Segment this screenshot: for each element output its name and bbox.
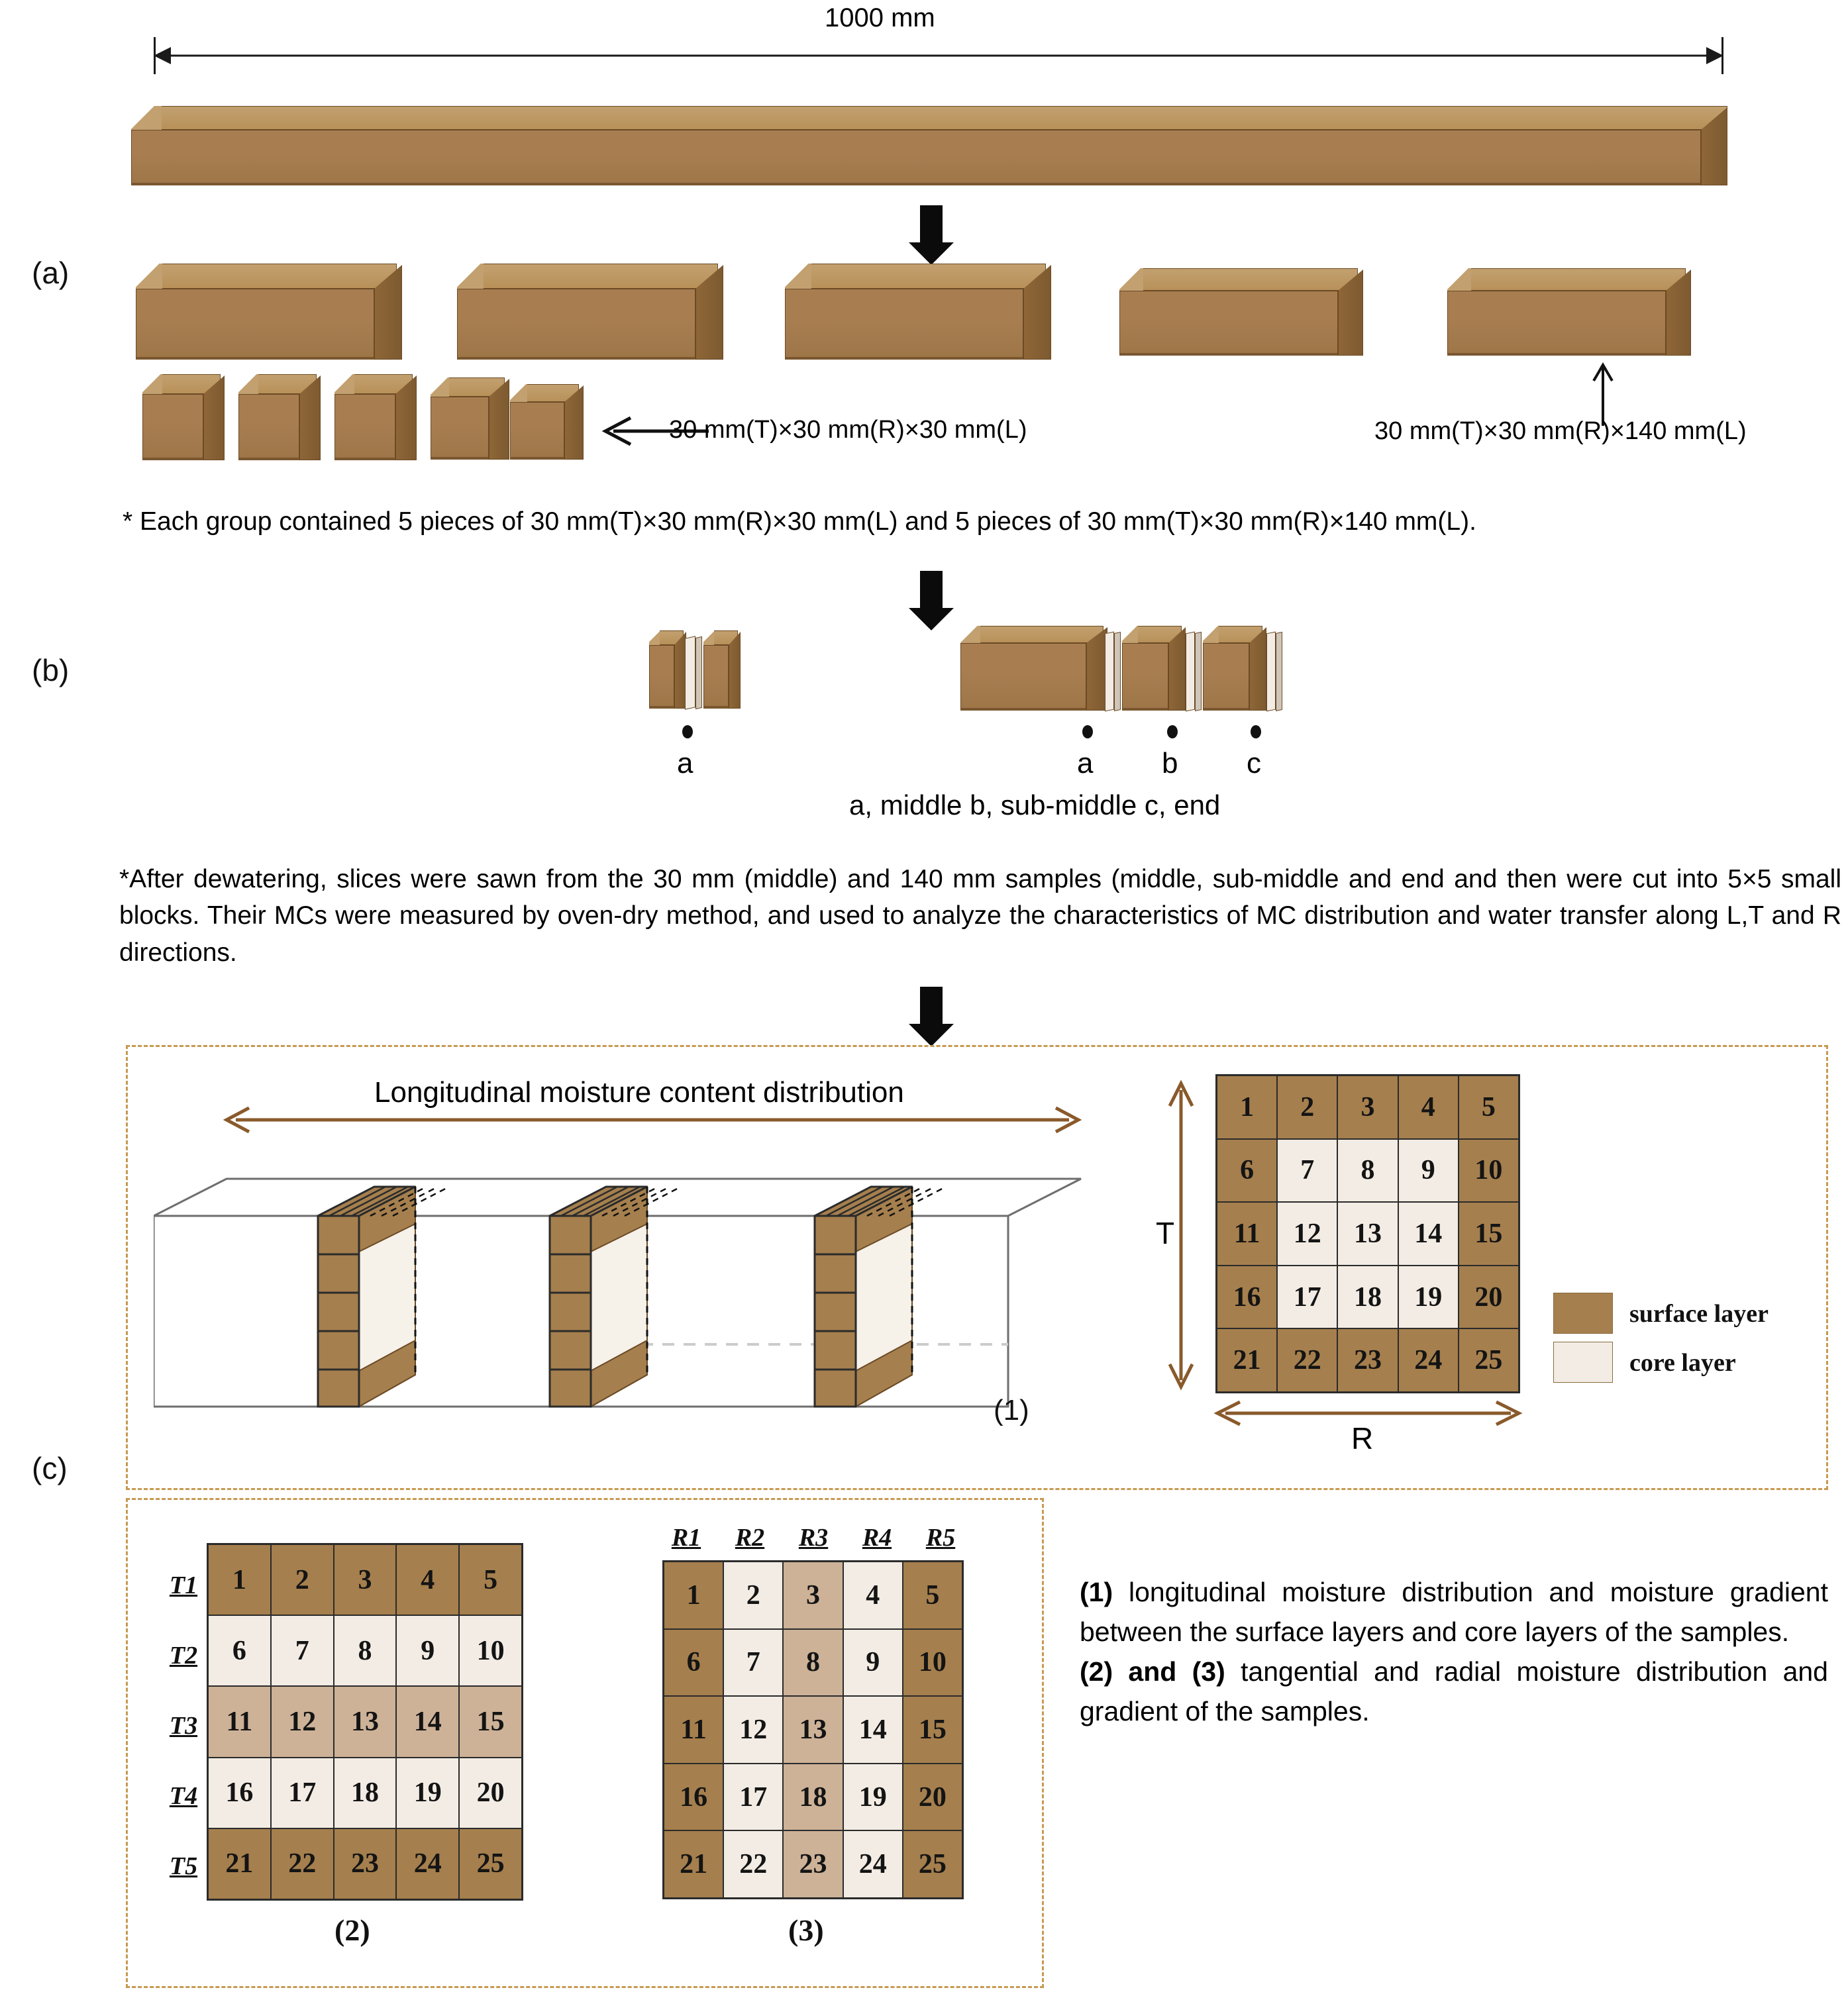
panel-1-cell-6: 6: [1217, 1140, 1276, 1202]
panel-3-cell-18: 18: [784, 1764, 842, 1830]
panel-2-cell-11: 11: [209, 1687, 270, 1756]
panel-1-cell-5: 5: [1459, 1076, 1518, 1138]
panel-1-cell-15: 15: [1459, 1203, 1518, 1265]
panel-2-cell-22: 22: [272, 1829, 333, 1899]
panel-1-cell-12: 12: [1278, 1203, 1337, 1265]
section-b-note: *After dewatering, slices were sawn from the 30 mm (middle) and 140 mm samples (middle, sub-middle and end and then were cut into 5×5 small blocks. Their MCs were measured by oven-dry method, and used to analyze the characteristics of MC distribution and water transfer along L,T and R directions.: [119, 865, 1841, 967]
panel-3-cell-9: 9: [844, 1630, 902, 1696]
panel-2-grid: [207, 1543, 523, 1901]
panel-2-cell-8: 8: [334, 1616, 396, 1685]
legend-label-core-layer: core layer: [1629, 1349, 1736, 1377]
panel-1-cell-14: 14: [1399, 1203, 1458, 1265]
wood-cube-30mm-4: [431, 377, 522, 460]
point-marker-a-short: [682, 725, 693, 738]
panel-3-cell-5: 5: [903, 1562, 962, 1628]
panel-3-cell-23: 23: [784, 1831, 842, 1897]
section-label-b: (b): [32, 653, 70, 687]
wood-cube-30mm-5: [510, 384, 597, 460]
panel-1-grid: [1215, 1074, 1520, 1393]
wood-cube-30mm-1: [142, 374, 235, 460]
panel-1-cell-21: 21: [1217, 1329, 1276, 1391]
panel-3-figure-number: (3): [788, 1913, 824, 1947]
flow-arrow-c: [909, 987, 954, 1048]
panel-2-cell-12: 12: [272, 1687, 333, 1756]
panel-3-col-label-R1: R1: [671, 1524, 701, 1552]
panel-1-cell-18: 18: [1338, 1266, 1397, 1328]
panel-3-cell-24: 24: [844, 1831, 902, 1897]
panel-2-cell-15: 15: [460, 1687, 521, 1756]
panel-1-title: Longitudinal moisture content distribution: [374, 1076, 904, 1109]
panel-3-cell-13: 13: [784, 1697, 842, 1763]
panel-2-cell-19: 19: [397, 1758, 458, 1828]
legend-label-surface-layer: surface layer: [1629, 1300, 1769, 1328]
panel-2-cell-7: 7: [272, 1616, 333, 1685]
point-label-a-long: a: [1077, 747, 1094, 779]
longitudinal-sample-block: [154, 1152, 1088, 1417]
panel-3-cell-7: 7: [724, 1630, 782, 1696]
panel-2-cell-10: 10: [460, 1616, 521, 1685]
section-label-c: (c): [32, 1451, 68, 1485]
panel-1-cell-11: 11: [1217, 1203, 1276, 1265]
panel-2-cell-16: 16: [209, 1758, 270, 1828]
panel-3-cell-1: 1: [664, 1562, 723, 1628]
panel-3-cell-19: 19: [844, 1764, 902, 1830]
panel-1-cell-4: 4: [1399, 1076, 1458, 1138]
panel-2-cell-21: 21: [209, 1829, 270, 1899]
panel-2-row-label-T1: T1: [169, 1572, 198, 1599]
panel-3-cell-21: 21: [664, 1831, 723, 1897]
panel-3-cell-14: 14: [844, 1697, 902, 1763]
panel-3-cell-25: 25: [903, 1831, 962, 1897]
pointer-arrow-140mm: [1583, 360, 1623, 426]
section-label-a: (a): [32, 256, 70, 290]
panel-1-cell-9: 9: [1399, 1140, 1458, 1202]
panel-2-row-label-T4: T4: [169, 1782, 198, 1810]
axis-label-R: R: [1351, 1421, 1374, 1456]
wood-block-140mm-3: [785, 264, 1070, 360]
panel-3-cell-4: 4: [844, 1562, 902, 1628]
dimension-line-1000mm: [154, 37, 1723, 74]
panel-3-col-label-R4: R4: [862, 1524, 892, 1552]
panel-2-cell-17: 17: [272, 1758, 333, 1828]
wood-board-1000mm: [131, 106, 1727, 185]
panel-3-cell-22: 22: [724, 1831, 782, 1897]
panel-2-row-label-T3: T3: [169, 1712, 198, 1740]
panel-1-cell-13: 13: [1338, 1203, 1397, 1265]
section-c-caption: [1080, 1573, 1828, 1731]
panel-2-cell-3: 3: [334, 1545, 396, 1615]
caption-line-2: (2) and (3) tangential and radial moisture distribution and gradient of the samples.: [1080, 1656, 1828, 1726]
panel-3-cell-17: 17: [724, 1764, 782, 1830]
sliced-sample-30mm: [649, 630, 768, 709]
panel-1-cell-7: 7: [1278, 1140, 1337, 1202]
panel-3-col-label-R5: R5: [925, 1524, 956, 1552]
panel-2-cell-25: 25: [460, 1829, 521, 1899]
panel-3-cell-8: 8: [784, 1630, 842, 1696]
panel-3-cell-16: 16: [664, 1764, 723, 1830]
panel-2-cell-20: 20: [460, 1758, 521, 1828]
panel-1-cell-22: 22: [1278, 1329, 1337, 1391]
panel-3-cell-3: 3: [784, 1562, 842, 1628]
panel-3-col-label-R2: R2: [735, 1524, 765, 1552]
panel-3-grid: [662, 1560, 964, 1899]
panel-2-cell-24: 24: [397, 1829, 458, 1899]
axis-label-T: T: [1156, 1216, 1175, 1250]
panel-1-cell-10: 10: [1459, 1140, 1518, 1202]
panel-2-cell-1: 1: [209, 1545, 270, 1615]
panel-1-cell-1: 1: [1217, 1076, 1276, 1138]
panel-2-cell-9: 9: [397, 1616, 458, 1685]
panel-3-cell-20: 20: [903, 1764, 962, 1830]
point-label-b-long: b: [1162, 747, 1178, 779]
point-marker-b-long: [1167, 725, 1178, 738]
panel-2-cell-4: 4: [397, 1545, 458, 1615]
label-140mm-sample: 30 mm(T)×30 mm(R)×140 mm(L): [1374, 417, 1747, 445]
panel-1-cell-19: 19: [1399, 1266, 1458, 1328]
panel-3-col-label-R3: R3: [798, 1524, 829, 1552]
sliced-sample-140mm: [960, 626, 1292, 711]
panel-1-cell-8: 8: [1338, 1140, 1397, 1202]
wood-block-140mm-5: [1447, 268, 1706, 356]
panel-2-row-label-T5: T5: [169, 1852, 198, 1880]
point-label-a-short: a: [677, 747, 693, 779]
flow-arrow-b: [909, 571, 954, 632]
panel-1-cell-24: 24: [1399, 1329, 1458, 1391]
panel-1-cell-3: 3: [1338, 1076, 1397, 1138]
point-marker-c-long: [1251, 725, 1261, 738]
panel-1-cell-25: 25: [1459, 1329, 1518, 1391]
panel-2-cell-18: 18: [334, 1758, 396, 1828]
section-a-footnote: * Each group contained 5 pieces of 30 mm(T)×30 mm(R)×30 mm(L) and 5 pieces of 30 mm(T)×30 mm(R)×140 mm(L).: [123, 507, 1476, 536]
panel-2-cell-14: 14: [397, 1687, 458, 1756]
wood-block-140mm-2: [457, 264, 742, 360]
point-label-c-long: c: [1247, 747, 1261, 779]
wood-block-140mm-1: [136, 264, 421, 360]
panel-1-cell-17: 17: [1278, 1266, 1337, 1328]
section-b-legend: a, middle b, sub-middle c, end: [849, 789, 1221, 821]
panel-3-cell-11: 11: [664, 1697, 723, 1763]
point-marker-a-long: [1082, 725, 1093, 738]
panel-2-cell-23: 23: [334, 1829, 396, 1899]
panel-2-figure-number: (2): [334, 1913, 370, 1947]
flow-arrow-a: [909, 205, 954, 266]
panel-1-figure-number: (1): [994, 1394, 1029, 1426]
legend-swatch-core-layer: [1553, 1342, 1613, 1383]
panel-2-cell-6: 6: [209, 1616, 270, 1685]
panel-1-cell-16: 16: [1217, 1266, 1276, 1328]
panel-2-cell-5: 5: [460, 1545, 521, 1615]
panel-2-cell-2: 2: [272, 1545, 333, 1615]
panel-1-cell-2: 2: [1278, 1076, 1337, 1138]
panel-3-cell-12: 12: [724, 1697, 782, 1763]
wood-cube-30mm-2: [238, 374, 331, 460]
dimension-label-1000mm: 1000 mm: [825, 3, 935, 32]
label-30mm-sample: 30 mm(T)×30 mm(R)×30 mm(L): [669, 416, 1027, 444]
wood-cube-30mm-3: [334, 374, 427, 460]
legend-swatch-surface-layer: [1553, 1293, 1613, 1334]
wood-block-140mm-4: [1119, 268, 1378, 356]
panel-3-cell-6: 6: [664, 1630, 723, 1696]
panel-2-cell-13: 13: [334, 1687, 396, 1756]
panel-3-cell-10: 10: [903, 1630, 962, 1696]
panel-3-cell-15: 15: [903, 1697, 962, 1763]
panel-2-row-label-T2: T2: [169, 1642, 198, 1670]
panel-3-cell-2: 2: [724, 1562, 782, 1628]
panel-1-cell-23: 23: [1338, 1329, 1397, 1391]
caption-line-1: (1) longitudinal moisture distribution and moisture gradient between the surface layers and core layers of the samples.: [1080, 1577, 1828, 1647]
panel-1-cell-20: 20: [1459, 1266, 1518, 1328]
longitudinal-axis-arrow: [219, 1105, 1086, 1135]
